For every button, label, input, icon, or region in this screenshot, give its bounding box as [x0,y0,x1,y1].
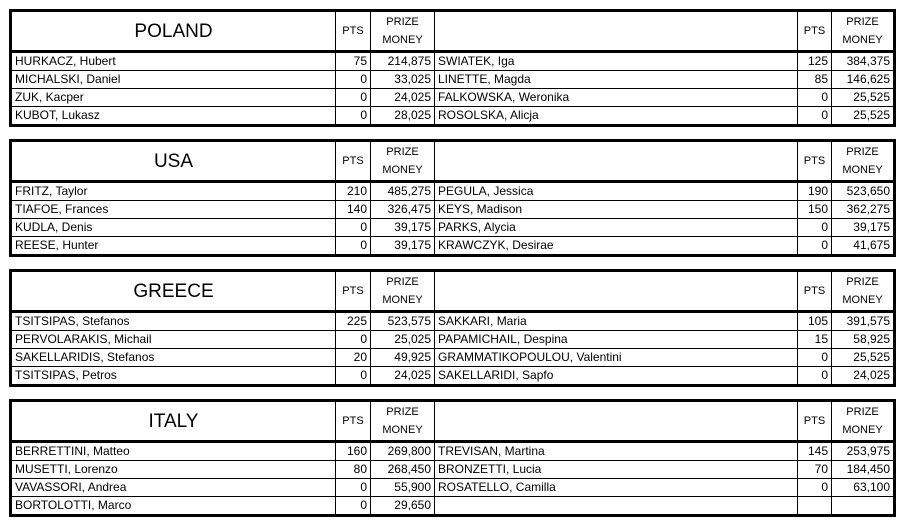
women-player-pts: 105 [798,312,832,331]
men-player-name: KUBOT, Lukasz [11,107,336,126]
player-row [11,201,895,219]
player-row [11,442,895,461]
team-table-usa [9,139,893,257]
women-player-prize: 391,575 [832,312,895,331]
team-table-italy [9,399,893,517]
men-prize-header: PRIZE MONEY [371,11,435,52]
men-player-prize: 268,450 [371,461,435,479]
women-player-prize: 39,175 [832,219,895,237]
men-player-name: BERRETTINI, Matteo [11,442,336,461]
men-player-prize: 25,025 [371,331,435,349]
women-player-prize: 362,275 [832,201,895,219]
player-row [11,312,895,331]
men-player-name: PERVOLARAKIS, Michail [11,331,336,349]
men-player-prize: 24,025 [371,367,435,386]
men-player-pts: 0 [336,219,371,237]
men-pts-header: PTS [336,401,371,442]
men-player-name: BORTOLOTTI, Marco [11,497,336,516]
women-player-pts: 0 [798,479,832,497]
men-prize-header: PRIZE MONEY [371,141,435,182]
women-player-prize [832,497,895,516]
men-player-pts: 20 [336,349,371,367]
women-player-prize: 41,675 [832,237,895,256]
women-pts-header: PTS [798,11,832,52]
player-row [11,182,895,201]
men-player-pts: 0 [336,497,371,516]
women-player-pts: 150 [798,201,832,219]
men-player-prize: 485,275 [371,182,435,201]
women-player-prize: 63,100 [832,479,895,497]
women-pts-header: PTS [798,401,832,442]
men-player-prize: 33,025 [371,71,435,89]
women-player-name: LINETTE, Magda [435,71,798,89]
men-player-name: TIAFOE, Frances [11,201,336,219]
women-player-pts: 190 [798,182,832,201]
player-row [11,497,895,516]
men-prize-header: PRIZE MONEY [371,271,435,312]
men-player-prize: 214,875 [371,52,435,71]
men-player-prize: 269,800 [371,442,435,461]
women-player-name: SWIATEK, Iga [435,52,798,71]
women-name-header [435,141,798,182]
player-row [11,107,895,126]
player-row [11,461,895,479]
men-player-name: HURKACZ, Hubert [11,52,336,71]
women-player-name [435,497,798,516]
men-player-prize: 55,900 [371,479,435,497]
player-row [11,349,895,367]
women-player-name: BRONZETTI, Lucia [435,461,798,479]
men-player-pts: 160 [336,442,371,461]
men-prize-header: PRIZE MONEY [371,401,435,442]
men-player-name: KUDLA, Denis [11,219,336,237]
women-player-prize: 523,650 [832,182,895,201]
men-pts-header: PTS [336,11,371,52]
player-row [11,219,895,237]
women-player-pts: 15 [798,331,832,349]
men-player-pts: 140 [336,201,371,219]
women-name-header [435,11,798,52]
women-player-name: PAPAMICHAIL, Despina [435,331,798,349]
women-player-pts: 125 [798,52,832,71]
women-player-pts: 85 [798,71,832,89]
women-player-name: FALKOWSKA, Weronika [435,89,798,107]
women-player-name: KRAWCZYK, Desirae [435,237,798,256]
men-player-name: REESE, Hunter [11,237,336,256]
women-player-name: KEYS, Madison [435,201,798,219]
women-player-prize: 253,975 [832,442,895,461]
men-pts-header: PTS [336,271,371,312]
women-player-pts: 145 [798,442,832,461]
women-player-prize: 146,625 [832,71,895,89]
men-player-pts: 210 [336,182,371,201]
women-player-pts: 0 [798,349,832,367]
women-player-prize: 25,525 [832,89,895,107]
men-player-pts: 80 [336,461,371,479]
men-player-pts: 225 [336,312,371,331]
player-row [11,89,895,107]
women-player-pts: 0 [798,367,832,386]
men-player-prize: 28,025 [371,107,435,126]
men-player-pts: 0 [336,367,371,386]
player-row [11,237,895,256]
men-player-pts: 0 [336,237,371,256]
men-player-prize: 523,575 [371,312,435,331]
men-player-name: TSITSIPAS, Stefanos [11,312,336,331]
women-player-name: SAKKARI, Maria [435,312,798,331]
player-row [11,479,895,497]
women-player-pts: 0 [798,107,832,126]
women-player-prize: 58,925 [832,331,895,349]
men-player-pts: 0 [336,107,371,126]
team-table-greece [9,269,893,387]
men-player-prize: 39,175 [371,237,435,256]
men-player-name: TSITSIPAS, Petros [11,367,336,386]
men-player-prize: 49,925 [371,349,435,367]
women-player-pts: 0 [798,237,832,256]
women-player-prize: 25,525 [832,107,895,126]
player-row [11,331,895,349]
women-player-name: SAKELLARIDI, Sapfo [435,367,798,386]
women-name-header [435,401,798,442]
men-player-pts: 0 [336,89,371,107]
country-title: USA [11,141,336,182]
men-player-prize: 326,475 [371,201,435,219]
men-player-name: VAVASSORI, Andrea [11,479,336,497]
women-player-name: ROSATELLO, Camilla [435,479,798,497]
player-row [11,52,895,71]
men-player-name: SAKELLARIDIS, Stefanos [11,349,336,367]
women-player-pts: 0 [798,219,832,237]
women-name-header [435,271,798,312]
women-prize-header: PRIZE MONEY [832,271,895,312]
men-player-name: MUSETTI, Lorenzo [11,461,336,479]
women-player-prize: 25,525 [832,349,895,367]
men-player-prize: 39,175 [371,219,435,237]
men-player-prize: 29,650 [371,497,435,516]
women-player-name: PARKS, Alycia [435,219,798,237]
women-player-name: PEGULA, Jessica [435,182,798,201]
women-prize-header: PRIZE MONEY [832,401,895,442]
women-pts-header: PTS [798,271,832,312]
men-player-name: MICHALSKI, Daniel [11,71,336,89]
women-player-name: GRAMMATIKOPOULOU, Valentini [435,349,798,367]
team-table-poland [9,9,893,127]
women-player-prize: 184,450 [832,461,895,479]
women-prize-header: PRIZE MONEY [832,141,895,182]
men-player-pts: 0 [336,71,371,89]
women-player-pts: 70 [798,461,832,479]
women-player-prize: 384,375 [832,52,895,71]
men-player-name: FRITZ, Taylor [11,182,336,201]
country-title: GREECE [11,271,336,312]
player-row [11,367,895,386]
women-pts-header: PTS [798,141,832,182]
country-title: ITALY [11,401,336,442]
women-player-prize: 24,025 [832,367,895,386]
men-pts-header: PTS [336,141,371,182]
player-row [11,71,895,89]
men-player-pts: 0 [336,479,371,497]
country-title: POLAND [11,11,336,52]
men-player-pts: 0 [336,331,371,349]
women-player-name: TREVISAN, Martina [435,442,798,461]
women-player-pts [798,497,832,516]
men-player-prize: 24,025 [371,89,435,107]
women-prize-header: PRIZE MONEY [832,11,895,52]
men-player-name: ZUK, Kacper [11,89,336,107]
men-player-pts: 75 [336,52,371,71]
women-player-name: ROSOLSKA, Alicja [435,107,798,126]
women-player-pts: 0 [798,89,832,107]
